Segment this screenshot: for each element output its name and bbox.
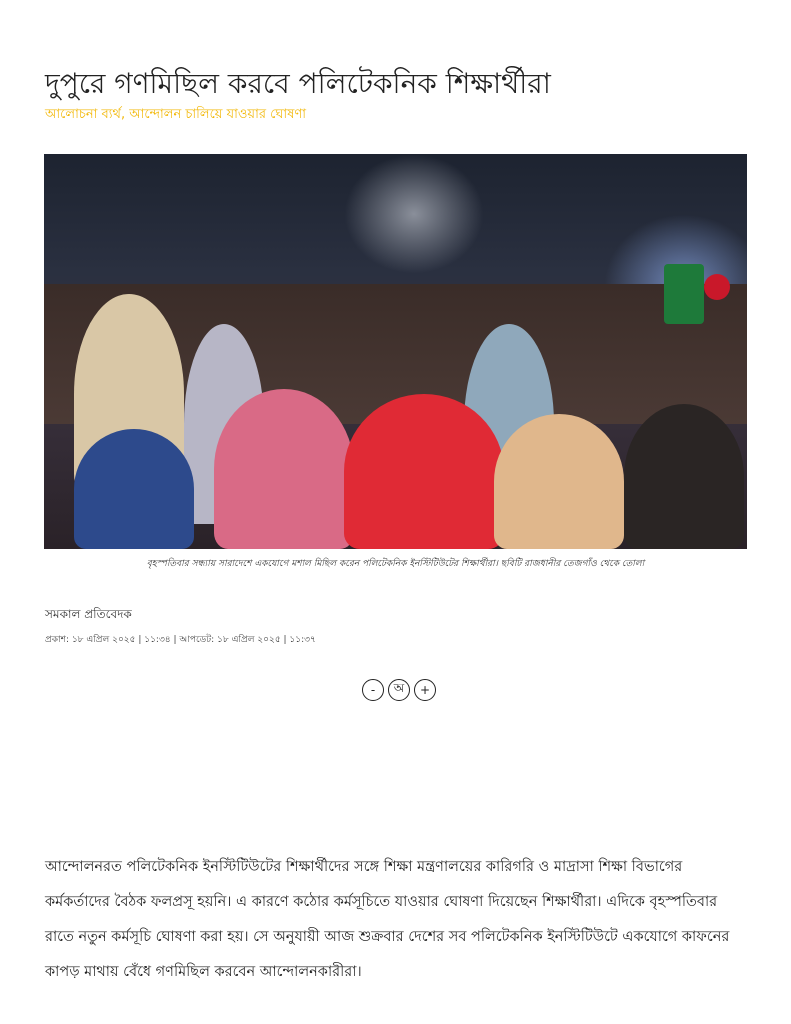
photo-caption: বৃহস্পতিবার সন্ধ্যায় সারাদেশে একযোগে মশাল মিছিল করেন পলিটেকনিক ইনস্টিটিউটের শিক্ষার্থীরা। ছবিটি রাজধানীর তেজগাঁও থেকে তোলা [146,559,645,569]
increase-font-button[interactable]: + [414,679,436,701]
body-paragraph: আন্দোলনরত পলিটেকনিক ইনস্টিটিউটের শিক্ষার্থীদের সঙ্গে শিক্ষা মন্ত্রণালয়ের কারিগরি ও মাদ্রাসা শিক্ষা বিভাগের কর্মকর্তাদের বৈঠক ফলপ্রসূ হয়নি। এ কারণে কঠোর কর্মসূচিতে যাওয়ার ঘোষণা দিয়েছেন শিক্ষার্থীরা। এদিকে বৃহস্পতিবার রাতে নতুন কর্মসূচি ঘোষণা করা হয়। সে অনুযায়ী আজ শুক্রবার দেশের সব পলিটেকনিক ইনস্টিটিউটে একযোগে কাফনের কাপড় মাথায় বেঁধে গণমিছিল করবেন আন্দোলনকারীরা। [45,859,730,980]
font-size-controls [362,679,436,701]
reset-font-button[interactable]: অ [388,679,410,701]
decrease-font-button[interactable]: - [362,679,384,701]
article-subtitle: আলোচনা ব্যর্থ, আন্দোলন চালিয়ে যাওয়ার ঘোষণা [45,107,306,122]
article-body [45,850,750,990]
article-title: দুপুরে গণমিছিল করবে পলিটেকনিক শিক্ষার্থীরা [45,67,551,100]
author-byline[interactable]: সমকাল প্রতিবেদক [45,607,132,621]
article-photo [44,154,747,549]
publish-dates: প্রকাশ: ১৮ এপ্রিল ২০২৫ | ১১:৩৪ | আপডেট: ১৮ এপ্রিল ২০২৫ | ১১:৩৭ [45,635,316,645]
